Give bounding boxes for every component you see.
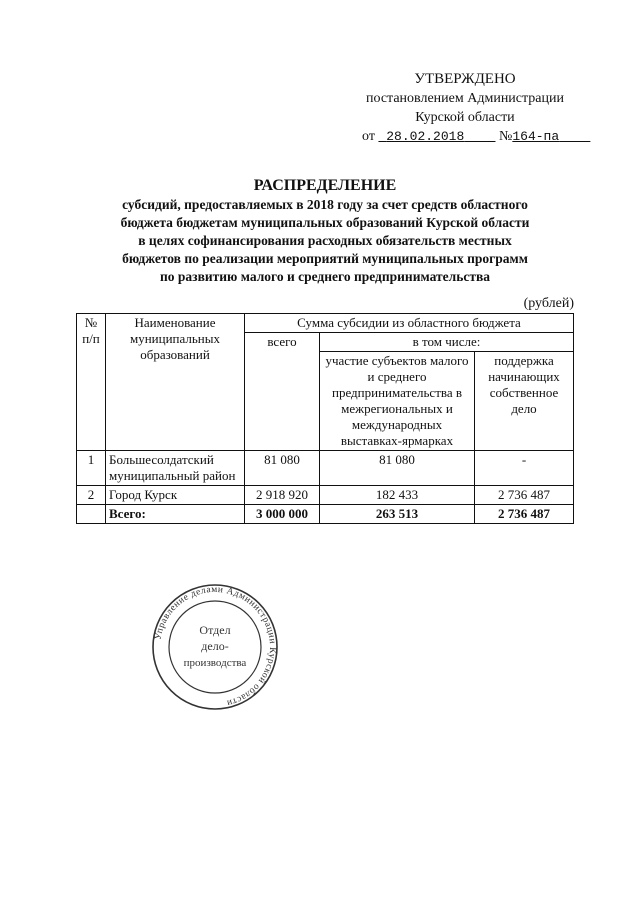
title-line-3: в целях софинансирования расходных обязательств местных xyxy=(138,233,512,248)
units-label: (рублей) xyxy=(523,296,574,311)
header-row-1 xyxy=(77,314,574,333)
row-name: Город Курск xyxy=(106,486,245,505)
header-name: Наименование муниципальных образований xyxy=(106,314,245,451)
row-part1: 81 080 xyxy=(320,451,475,486)
document-title xyxy=(75,176,575,286)
header-part2: поддержка начинающих собственное дело xyxy=(475,352,574,451)
total-part2: 2 736 487 xyxy=(475,505,574,524)
header-including: в том числе: xyxy=(320,333,574,352)
table-row xyxy=(77,486,574,505)
stamp-line-2: дело- xyxy=(201,639,229,653)
header-sum: Сумма субсидии из областного бюджета xyxy=(245,314,574,333)
title-line-2: бюджета бюджетам муниципальных образований Курской области xyxy=(120,215,530,230)
total-row xyxy=(77,505,574,524)
approval-date: 28.02.2018 xyxy=(386,129,465,144)
row-part1: 182 433 xyxy=(320,486,475,505)
title-line-4: бюджетов по реализации мероприятий муниципальных программ xyxy=(122,251,528,266)
stamp-line-3: производства xyxy=(183,657,247,669)
header-num: № п/п xyxy=(77,314,106,451)
subsidy-table xyxy=(76,313,574,524)
row-part2: - xyxy=(475,451,574,486)
row-num: 2 xyxy=(77,486,106,505)
title-line-1: субсидий, предоставляемых в 2018 году за счет средств областного xyxy=(122,197,528,212)
row-name: Большесолдатский муниципальный район xyxy=(106,451,245,486)
number-prefix: № xyxy=(498,129,513,144)
header-total: всего xyxy=(245,333,320,451)
date-prefix: от xyxy=(362,129,375,144)
total-sum: 3 000 000 xyxy=(245,505,320,524)
approval-line-2: Курской области xyxy=(415,110,515,125)
approval-line-1: постановлением Администрации xyxy=(366,91,564,106)
title-main: РАСПРЕДЕЛЕНИЕ xyxy=(253,177,397,194)
row-num: 1 xyxy=(77,451,106,486)
row-total: 2 918 920 xyxy=(245,486,320,505)
title-line-5: по развитию малого и среднего предпринимательства xyxy=(159,269,490,284)
approval-block xyxy=(350,70,580,146)
approval-date-line xyxy=(350,127,580,146)
approval-heading: УТВЕРЖДЕНО xyxy=(414,71,516,87)
stamp-outer-text: Управление делами Администрации Курской области xyxy=(153,584,278,708)
total-label: Всего: xyxy=(106,505,245,524)
total-num xyxy=(77,505,106,524)
total-part1: 263 513 xyxy=(320,505,475,524)
official-stamp xyxy=(150,582,280,712)
approval-number: 164-па xyxy=(512,129,560,144)
stamp-line-1: Отдел xyxy=(199,623,231,637)
table-row xyxy=(77,451,574,486)
row-part2: 2 736 487 xyxy=(475,486,574,505)
header-part1: участие субъектов малого и среднего предпринимательства в межрегиональных и международных выставках-ярмарках xyxy=(320,352,475,451)
row-total: 81 080 xyxy=(245,451,320,486)
